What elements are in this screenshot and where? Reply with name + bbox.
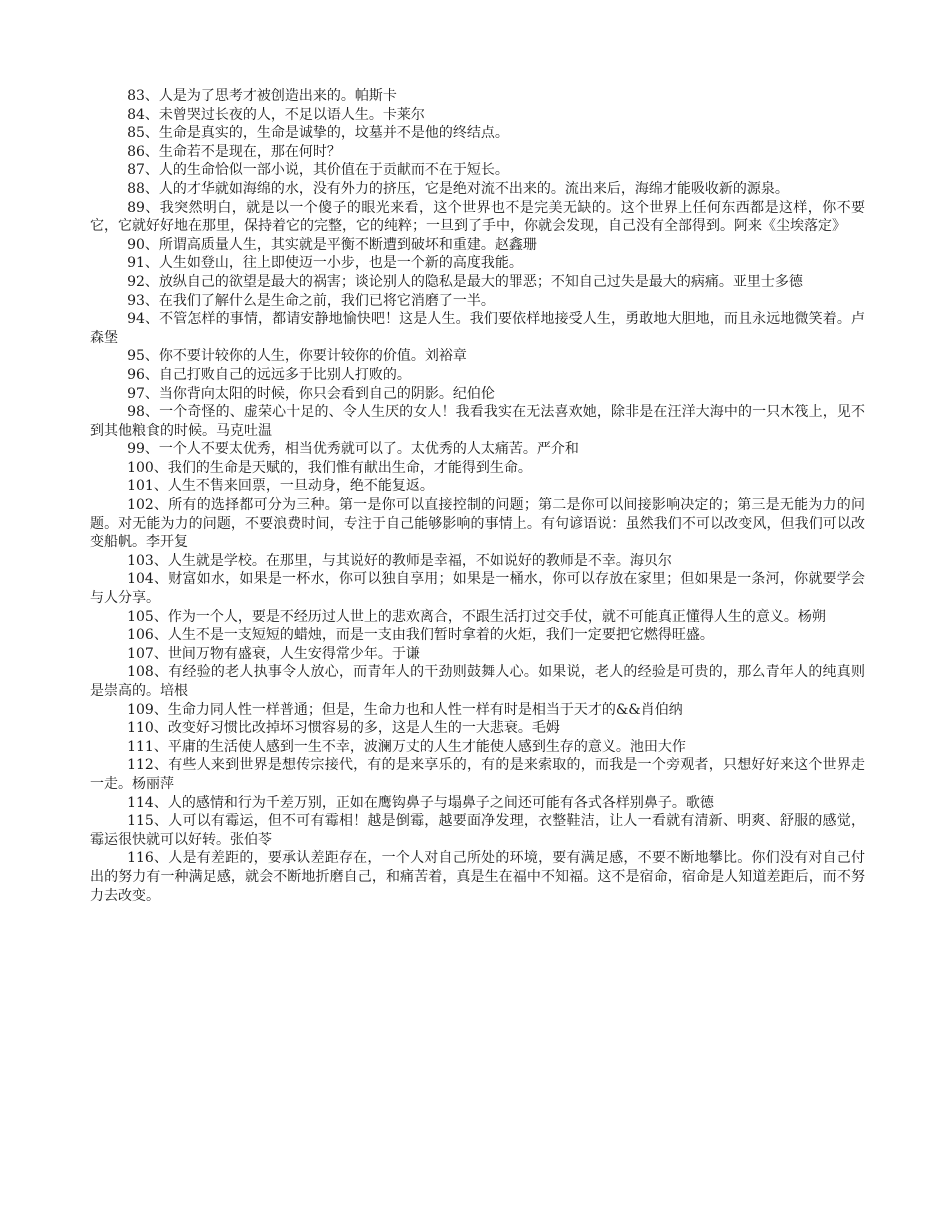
- quote-107: 107、世间万物有盛衰，人生安得常少年。于谦: [127, 645, 420, 662]
- quote-105: 105、作为一个人，要是不经历过人世上的悲欢离合，不跟生活打过交手仗，就不可能真正懂得人生的意义。杨朔: [127, 608, 826, 625]
- quote-85: 85、生命是真实的，生命是诚挚的，坟墓并不是他的终结点。: [127, 125, 509, 142]
- quote-106: 106、人生不是一支短短的蜡烛，而是一支由我们暂时拿着的火炬，我们一定要把它燃得旺盛。: [127, 627, 714, 644]
- quote-104: 104、财富如水，如果是一杯水，你可以独自享用；如果是一桶水，你可以存放在家里；但如果是一条河，你就要学会与人分享。: [90, 571, 865, 607]
- document-body: [90, 87, 865, 905]
- quote-84: 84、未曾哭过长夜的人，不足以语人生。卡莱尔: [127, 106, 425, 123]
- quote-91: 91、人生如登山，往上即使迈一小步，也是一个新的高度我能。: [127, 255, 523, 272]
- quote-94: 94、不管怎样的事情，都请安静地愉快吧！这是人生。我们要依样地接受人生，勇敢地大胆地，而且永远地微笑着。卢森堡: [90, 311, 865, 346]
- quote-90: 90、所谓高质量人生，其实就是平衡不断遭到破坏和重建。赵鑫珊: [127, 236, 537, 253]
- quote-99: 99、一个人不要太优秀，相当优秀就可以了。太优秀的人太痛苦。严介和: [127, 441, 579, 458]
- quote-115: 115、人可以有霉运，但不可有霉相！越是倒霉，越要面净发理，衣整鞋洁，让人一看就有清新、明爽、舒服的感觉，霉运很快就可以好转。张伯苓: [90, 813, 865, 848]
- quote-98: 98、一个奇怪的、虚荣心十足的、令人生厌的女人！我看我实在无法喜欢她，除非是在汪洋大海中的一只木筏上，见不到其他粮食的时候。马克吐温: [90, 404, 865, 439]
- quote-109: 109、生命力同人性一样普通；但是，生命力也和人性一样有时是相当于天才的&&肖伯纳: [127, 701, 683, 718]
- quote-96: 96、自己打败自己的远远多于比别人打败的。: [127, 366, 411, 383]
- quote-93: 93、在我们了解什么是生命之前，我们已将它消磨了一半。: [127, 292, 495, 309]
- quote-112: 112、有些人来到世界是想传宗接代，有的是来享乐的，有的是来索取的，而我是一个旁观者，只想好好来这个世界走一走。杨丽萍: [90, 757, 865, 792]
- quote-101: 101、人生不售来回票，一旦动身，绝不能复返。: [127, 478, 434, 495]
- quote-103: 103、人生就是学校。在那里，与其说好的教师是幸福，不如说好的教师是不幸。海贝尔: [127, 552, 672, 569]
- quote-86: 86、生命若不是现在，那在何时？: [127, 143, 341, 160]
- quote-114: 114、人的感情和行为千差万别，正如在鹰钩鼻子与塌鼻子之间还可能有各式各样别鼻子。歌德: [127, 794, 714, 811]
- quote-102: 102、所有的选择都可分为三种。第一是你可以直接控制的问题；第二是你可以间接影响决定的；第三是无能为力的问题。对无能为力的问题，不要浪费时间，专注于自己能够影响的事情上。有句谚语说：虽然我们不可以改变风，但我们可以改变船帆。李开复: [90, 497, 865, 551]
- quote-111: 111、平庸的生活使人感到一生不幸，波澜万丈的人生才能使人感到生存的意义。池田大作: [127, 738, 686, 755]
- quote-95: 95、你不要计较你的人生，你要计较你的价值。刘裕章: [127, 348, 467, 365]
- quote-100: 100、我们的生命是天赋的，我们惟有献出生命，才能得到生命。: [127, 459, 532, 476]
- quote-97: 97、当你背向太阳的时候，你只会看到自己的阴影。纪伯伦: [127, 385, 495, 402]
- quote-89: 89、我突然明白，就是以一个傻子的眼光来看，这个世界也不是完美无缺的。这个世界上任何东西都是这样，你不要它，它就好好地在那里，保持着它的完整，它的纯粹；一旦到了手中，你就会发现，自己没有全部得到。阿来《尘埃落定》: [90, 199, 865, 235]
- quote-116: 116、人是有差距的，要承认差距存在，一个人对自己所处的环境，要有满足感，不要不断地攀比。你们没有对自己付出的努力有一种满足感，就会不断地折磨自己，和痛苦着，真是生在福中不知福。这不是宿命，宿命是人知道差距后，而不努力去改变。: [90, 850, 865, 904]
- quote-88: 88、人的才华就如海绵的水，没有外力的挤压，它是绝对流不出来的。流出来后，海绵才能吸收新的源泉。: [127, 180, 789, 197]
- quote-87: 87、人的生命恰似一部小说，其价值在于贡献而不在于短长。: [127, 162, 509, 179]
- quote-83: 83、人是为了思考才被创造出来的。帕斯卡: [127, 88, 397, 104]
- quote-92: 92、放纵自己的欲望是最大的祸害；谈论别人的隐私是最大的罪恶；不知自己过失是最大的病痛。亚里士多德: [127, 273, 803, 290]
- quote-110: 110、改变好习惯比改掉坏习惯容易的多，这是人生的一大悲衰。毛姆: [127, 720, 560, 737]
- quote-108: 108、有经验的老人执事令人放心，而青年人的干劲则鼓舞人心。如果说，老人的经验是可贵的，那么青年人的纯真则是崇高的。培根: [90, 664, 865, 699]
